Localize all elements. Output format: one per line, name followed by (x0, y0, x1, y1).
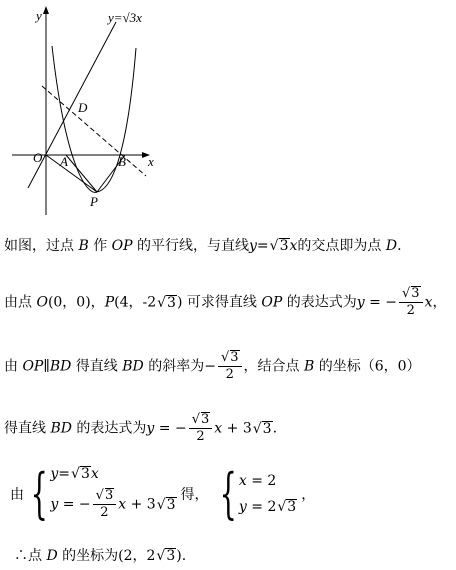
sqrt: √ 3 (166, 295, 177, 310)
segment-op (46, 155, 97, 192)
text: (4，-2 (114, 294, 157, 311)
math: BD (122, 358, 144, 375)
math: + 3 (126, 496, 156, 513)
math: y= (249, 238, 269, 254)
sqrt: √ 3 (80, 466, 91, 481)
math: P (104, 294, 115, 311)
text: 的坐标（6，0） (314, 358, 421, 375)
equation-system (10, 461, 316, 525)
math: y (50, 496, 59, 513)
text: = − (364, 294, 397, 311)
text: 得直线 (4, 420, 51, 437)
math: = 2 (246, 498, 277, 515)
text: ). (176, 548, 187, 564)
sqrt: √ 3 (201, 412, 211, 427)
text: 的坐标为(2，2 (57, 548, 156, 564)
math: y (356, 294, 365, 311)
left-brace: { (219, 461, 237, 525)
math: O (36, 294, 48, 311)
math: = − (58, 496, 91, 513)
text: 的表达式为 (71, 420, 147, 437)
system-2-row-2 (239, 499, 297, 515)
math: x (238, 472, 247, 489)
geometry-figure (0, 0, 170, 218)
text: 得， (180, 486, 209, 503)
text: 由点 (4, 294, 37, 311)
text: 得直线 (71, 358, 123, 375)
text: ， (301, 486, 316, 503)
text: 的表达式为 (282, 294, 357, 311)
math: OP (22, 358, 44, 375)
math: x (424, 294, 433, 311)
label-P: P (90, 194, 98, 209)
label-A: A (60, 154, 68, 169)
left-brace: { (30, 461, 48, 525)
text: . (272, 420, 278, 437)
sqrt: √ 3 (230, 350, 240, 365)
solution-line-4 (4, 412, 277, 445)
sqrt: √ 3 (166, 497, 177, 512)
label-O: O (33, 150, 43, 165)
math: OP (111, 238, 133, 254)
solution-line-2 (4, 286, 446, 319)
solution-line-1 (4, 236, 402, 256)
label-D: D (78, 100, 88, 115)
text: + 3 (222, 420, 252, 437)
sqrt: √ 3 (165, 548, 176, 563)
sqrt: √ 3 (286, 499, 297, 514)
label-y-axis: y (36, 8, 42, 23)
text: 的平行线，与直线 (132, 238, 250, 254)
text: (0，0)， (47, 294, 105, 311)
sqrt: √ 3 (262, 421, 273, 436)
conclusion-line (14, 546, 186, 566)
math: BD (49, 358, 72, 375)
math: y (50, 466, 59, 482)
text: . (397, 238, 402, 254)
label-x-axis: x (148, 154, 154, 169)
text: ∴点 (14, 548, 47, 564)
math: = (58, 466, 71, 482)
denominator: 2 (100, 505, 109, 520)
label-line: y=√3x (108, 10, 142, 25)
text: 作 (88, 238, 112, 254)
fraction (218, 350, 242, 383)
sqrt: √ 3 (411, 286, 421, 301)
text: 如图，过点 (4, 238, 79, 254)
math: D (385, 238, 398, 254)
fraction (399, 286, 423, 319)
denominator: 2 (196, 429, 205, 444)
solution-line-3 (4, 350, 421, 383)
system-1 (50, 466, 176, 521)
math: y (238, 498, 247, 515)
text: 由 (10, 486, 24, 503)
text: ， (432, 294, 447, 311)
sqrt: √ 3 (279, 238, 290, 253)
math: x (289, 238, 298, 254)
math: B (303, 358, 315, 375)
label-B: B (118, 154, 126, 169)
system-2 (239, 473, 297, 515)
system-1-row-1 (50, 466, 176, 482)
text: ) 可求得直线 (176, 294, 262, 311)
fraction (93, 488, 117, 521)
text: 的交点即为点 (297, 238, 386, 254)
text: ∥ (43, 358, 50, 375)
math: BD (50, 420, 72, 437)
math: x (90, 466, 99, 482)
math: B (78, 238, 89, 254)
math: x (214, 420, 223, 437)
text: 由 (4, 358, 23, 375)
text: ，结合点 (243, 358, 304, 375)
text: = − (154, 420, 187, 437)
math: D (46, 548, 58, 564)
system-2-row-1 (239, 473, 297, 489)
fraction (189, 412, 213, 445)
denominator: 2 (406, 303, 415, 318)
math: OP (261, 294, 283, 311)
text: 的斜率为− (143, 358, 216, 375)
sqrt: √ 3 (105, 488, 115, 503)
math: y (146, 420, 155, 437)
math: x (118, 496, 127, 513)
math: = 2 (246, 472, 277, 489)
denominator: 2 (225, 367, 234, 382)
system-1-row-2 (50, 488, 176, 521)
y-axis-arrow (43, 6, 49, 14)
